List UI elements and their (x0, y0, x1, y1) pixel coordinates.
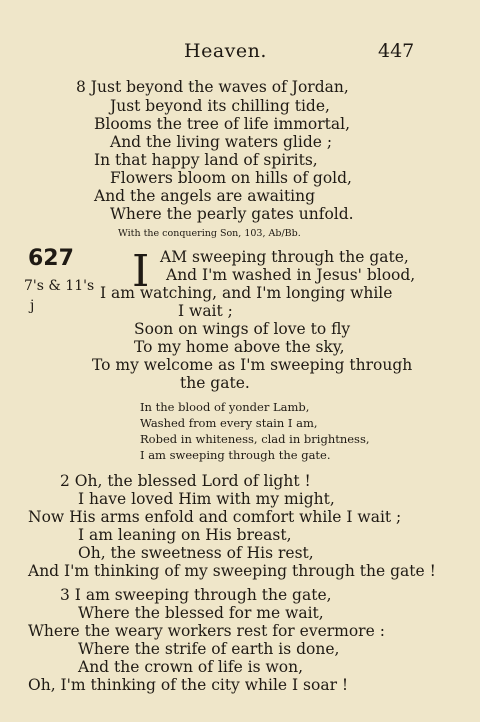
verse-line: And I'm thinking of my sweeping through the gate ! (28, 562, 436, 580)
chorus-line: Robed in whiteness, clad in brightness, (140, 432, 370, 446)
verse-line: To my home above the sky, (134, 338, 345, 356)
verse-line: 2 Oh, the blessed Lord of light ! (60, 472, 311, 490)
verse-line: I have loved Him with my might, (78, 490, 335, 508)
chorus-line: In the blood of yonder Lamb, (140, 400, 310, 414)
verse-line: the gate. (180, 374, 250, 392)
prev-verse-line: In that happy land of spirits, (94, 151, 318, 169)
verse-line: 3 I am sweeping through the gate, (60, 586, 332, 604)
verse-line: I am watching, and I'm longing while (100, 284, 393, 302)
prev-verse-line: And the angels are awaiting (94, 187, 316, 205)
chorus-line: I am sweeping through the gate. (140, 448, 331, 462)
verse-line: Now His arms enfold and comfort while I wait ; (28, 508, 402, 526)
chorus-line: Washed from every stain I am, (140, 416, 318, 430)
prev-verse-line: 8 Just beyond the waves of Jordan, (76, 78, 349, 96)
verse-line: Oh, I'm thinking of the city while I soar ! (28, 676, 349, 694)
verse-line: Oh, the sweetness of His rest, (78, 544, 314, 562)
drop-cap: I (132, 246, 150, 297)
hymn-number: 627 (28, 246, 74, 271)
prev-verse-line: And the living waters glide ; (110, 133, 333, 151)
prev-verse-line: Flowers bloom on hills of gold, (110, 169, 352, 187)
verse-line: AM sweeping through the gate, (160, 248, 409, 266)
tune-reference: With the conquering Son, 103, Ab/Bb. (118, 228, 301, 239)
prev-verse-line: Where the pearly gates unfold. (110, 205, 354, 223)
verse-line: Where the strife of earth is done, (78, 640, 340, 658)
verse-line: And I'm washed in Jesus' blood, (166, 266, 416, 284)
verse-line: Where the blessed for me wait, (78, 604, 324, 622)
hymn-meter: 7's & 11's (24, 278, 95, 294)
prev-verse-line: Blooms the tree of life immortal, (94, 115, 351, 133)
verse-line: I wait ; (178, 302, 233, 320)
prev-verse-line: Just beyond its chilling tide, (110, 97, 330, 115)
meter-mark: j (30, 298, 35, 314)
verse-line: Soon on wings of love to fly (134, 320, 351, 338)
page-number: 447 (378, 40, 415, 62)
page-title: Heaven. (184, 40, 267, 62)
verse-line: And the crown of life is won, (78, 658, 304, 676)
verse-line: I am leaning on His breast, (78, 526, 292, 544)
verse-line: To my welcome as I'm sweeping through (92, 356, 413, 374)
verse-line: Where the weary workers rest for evermore : (28, 622, 385, 640)
